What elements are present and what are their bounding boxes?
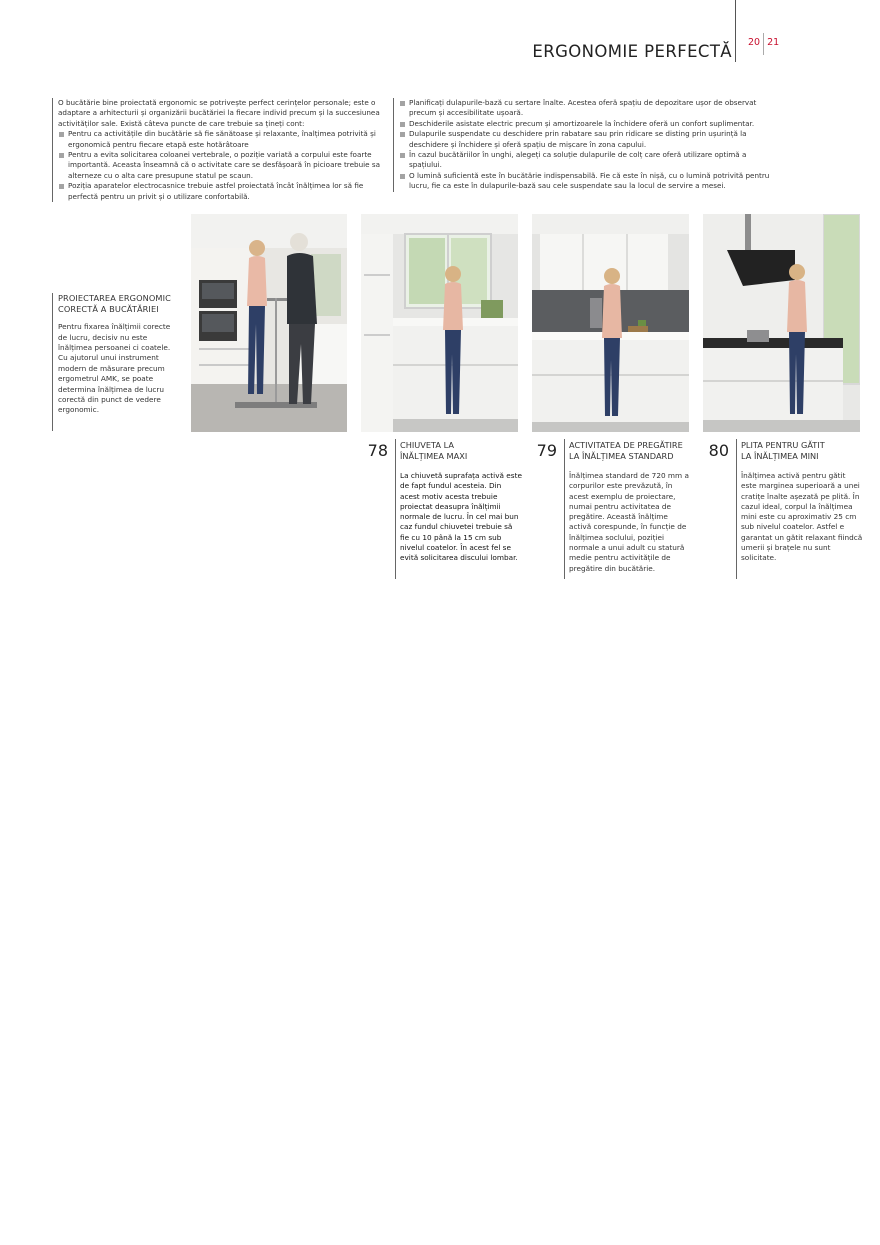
list-item: În cazul bucătăriilor în unghi, alegeți ca soluție dulapurile de colț care oferă utilizare optimă a spațiului. — [399, 150, 779, 171]
intro-right-list — [399, 98, 779, 192]
sink-maxi-height-photo — [361, 214, 518, 432]
page-numbers — [748, 37, 779, 59]
preparation-standard-height-photo — [532, 214, 689, 432]
ergometer-measurement-photo — [191, 214, 347, 432]
caption-heading — [400, 440, 526, 461]
caption-divider — [564, 439, 565, 579]
page-number-right: 21 — [767, 37, 780, 48]
caption-heading — [569, 440, 695, 461]
heading-line: PROIECTAREA ERGONOMIC — [58, 293, 171, 303]
list-item: Pentru ca activitățile din bucătărie să fie sănătoase și relaxante, înalțimea potrivită și ergonomică pentru fiecare etapă este hotărâtoare — [58, 129, 380, 150]
figure-number: 79 — [536, 441, 557, 460]
list-item: O lumină suficientă este în bucătărie indispensabilă. Fie că este în nișă, cu o lumină potrivită pentru lucru, fie ca este în dulapurile-bază sau cele suspendate sau la locul de servire a mesei. — [399, 171, 779, 192]
list-item: Planificați dulapurile-bază cu sertare înalte. Acestea oferă spațiu de depozitare ușor de observat precum și accesibilitate ușoară. — [399, 98, 779, 119]
caption-text: Înălțimea activă pentru gătit este marginea superioară a unei cratițe înalte așezată pe plită. În cazul ideal, corpul la înălțimea mini este cu aproximativ 25 cm sub nivelul coatelor. Astfel e garantat un gătit relaxant fiindcă umerii și brațele nu sunt solicitate. — [741, 471, 863, 563]
figure-number: 80 — [708, 441, 729, 460]
cooktop-mini-height-photo — [703, 214, 860, 432]
list-item: Poziția aparatelor electrocasnice trebuie astfel proiectată încât înălțimea lor să fie perfectă pentru un privit și o utilizare confortabilă. — [58, 181, 380, 202]
page-number-divider — [763, 33, 764, 55]
heading-line: ÎNĂLȚIMEA MAXI — [400, 450, 468, 461]
heading-line: ACTIVITATEA DE PREGĂTIRE — [569, 440, 683, 450]
list-item: Deschiderile asistate electric precum și amortizoarele la închidere oferă un confort suplimentar. — [399, 119, 779, 129]
heading-line: PLITA PENTRU GĂTIT — [741, 440, 825, 450]
ergonomic-planning-block — [52, 293, 180, 431]
page-title: ERGONOMIE PERFECTĂ — [532, 42, 732, 61]
intro-left-list — [58, 129, 380, 202]
page-number-left: 20 — [748, 37, 761, 48]
heading-line: CORECTĂ A BUCĂTĂRIEI — [58, 303, 159, 314]
caption-divider — [736, 439, 737, 579]
header-divider — [735, 0, 736, 62]
list-item: Dulapurile suspendate cu deschidere prin rabatare sau prin ridicare se disting prin ușurință la deschidere și închidere și oferă spațiu de mișcare în zona capului. — [399, 129, 779, 150]
caption-heading — [741, 440, 867, 461]
figure-number: 78 — [367, 441, 388, 460]
intro-left-column — [52, 98, 380, 202]
ergonomic-planning-text: Pentru fixarea înălțimii corecte de lucru, decisiv nu este înălțimea persoanei ci coatele. Cu ajutorul unui instrument modern de măsurare precum ergometrul AMK, se poate determina înălțimea de lucru corectă din punct de vedere ergonomic. — [58, 322, 171, 415]
caption-text: Înălțimea standard de 720 mm a corpurilor este prevăzută, în acest exemplu de proiectare, numai pentru activitatea de pregătire. Această înălțime activă corespunde, în funcție de înălțimea soclului, poziției normale a unui adult cu statură medie pentru activitățile de pregătire din bucătărie. — [569, 471, 689, 573]
intro-right-column — [393, 98, 779, 192]
intro-paragraph: O bucătărie bine proiectată ergonomic se potrivește perfect cerințelor personale; este o adaptare a arhitecturii și organizării bucătăriei la fiecare individ precum și la succesiunea activităților sale. Există câteva puncte de care trebuie sa țineți cont: — [58, 98, 380, 128]
heading-line: LA ÎNĂLȚIMEA MINI — [741, 450, 819, 461]
list-item: Pentru a evita solicitarea coloanei vertebrale, o poziție variată a corpului este foarte importantă. Aceasta înseamnă că o activitate care se desfășoară în picioare trebuie sa alterneze cu o alta care presupune statul pe scaun. — [58, 150, 380, 181]
caption-divider — [395, 439, 396, 579]
caption-text: La chiuvetă suprafața activă este de fapt fundul acesteia. Din acest motiv acesta trebuie proiectat deasupra înălțimii normale de lucru. În cel mai bun caz fundul chiuvetei trebuie să fie cu 10 până la 15 cm sub nivelul coatelor. În acest fel se evită solicitarea discului lombar. — [400, 471, 522, 563]
heading-line: CHIUVETA LA — [400, 440, 454, 450]
heading-line: LA ÎNĂLȚIMEA STANDARD — [569, 450, 674, 461]
ergonomic-planning-heading — [58, 293, 180, 314]
